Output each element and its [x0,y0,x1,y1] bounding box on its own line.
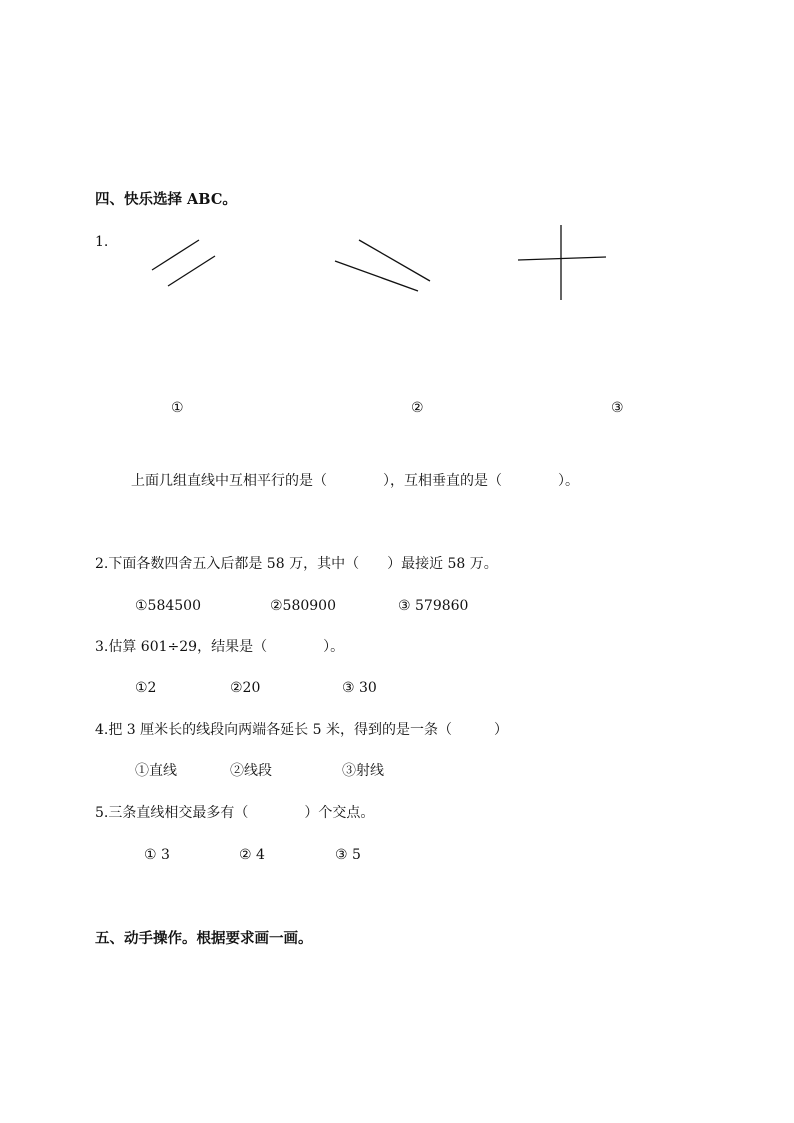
question-2-option-2: ②580900 [270,598,336,614]
question-1-text: 上面几组直线中互相平行的是（ ），互相垂直的是（ ）。 [131,473,579,489]
question-2-text: 2.下面各数四舍五入后都是 58 万，其中（ ）最接近 58 万。 [95,556,498,572]
question-5-option-1: ① 3 [144,847,170,863]
question-3-text: 3.估算 601÷29，结果是（ ）。 [95,639,345,655]
question-2-option-3: ③ 579860 [398,598,469,614]
question-4-option-1: ①直线 [135,763,177,779]
figure-1-label: ① [171,400,184,416]
question-3-option-1: ①2 [135,680,157,696]
figure-2-line-a [359,240,430,281]
figure-1-line-a [152,240,199,270]
question-2-option-1: ①584500 [135,598,201,614]
figure-3-horizontal-line [518,257,606,260]
question-5-text: 5.三条直线相交最多有（ ）个交点。 [95,805,375,821]
figure-1-parallel-lines [152,240,215,286]
figure-2-line-b [335,261,418,291]
figure-3-perpendicular-lines [518,225,606,300]
question-1-number: 1. [95,234,109,250]
section-4-heading: 四、快乐选择 ABC。 [95,191,237,208]
figure-3-label: ③ [611,400,624,416]
question-4-option-2: ②线段 [230,763,272,779]
question-5-option-2: ② 4 [239,847,265,863]
figure-2-intersecting-lines [335,240,430,291]
question-5-option-3: ③ 5 [335,847,361,863]
section-5-heading: 五、动手操作。根据要求画一画。 [95,930,313,947]
question-4-option-3: ③射线 [342,763,384,779]
question-3-option-3: ③ 30 [342,680,377,696]
question-4-text: 4.把 3 厘米长的线段向两端各延长 5 米，得到的是一条（ ） [95,722,508,738]
figure-2-label: ② [411,400,424,416]
figure-1-line-b [168,256,215,286]
question-3-option-2: ②20 [230,680,261,696]
